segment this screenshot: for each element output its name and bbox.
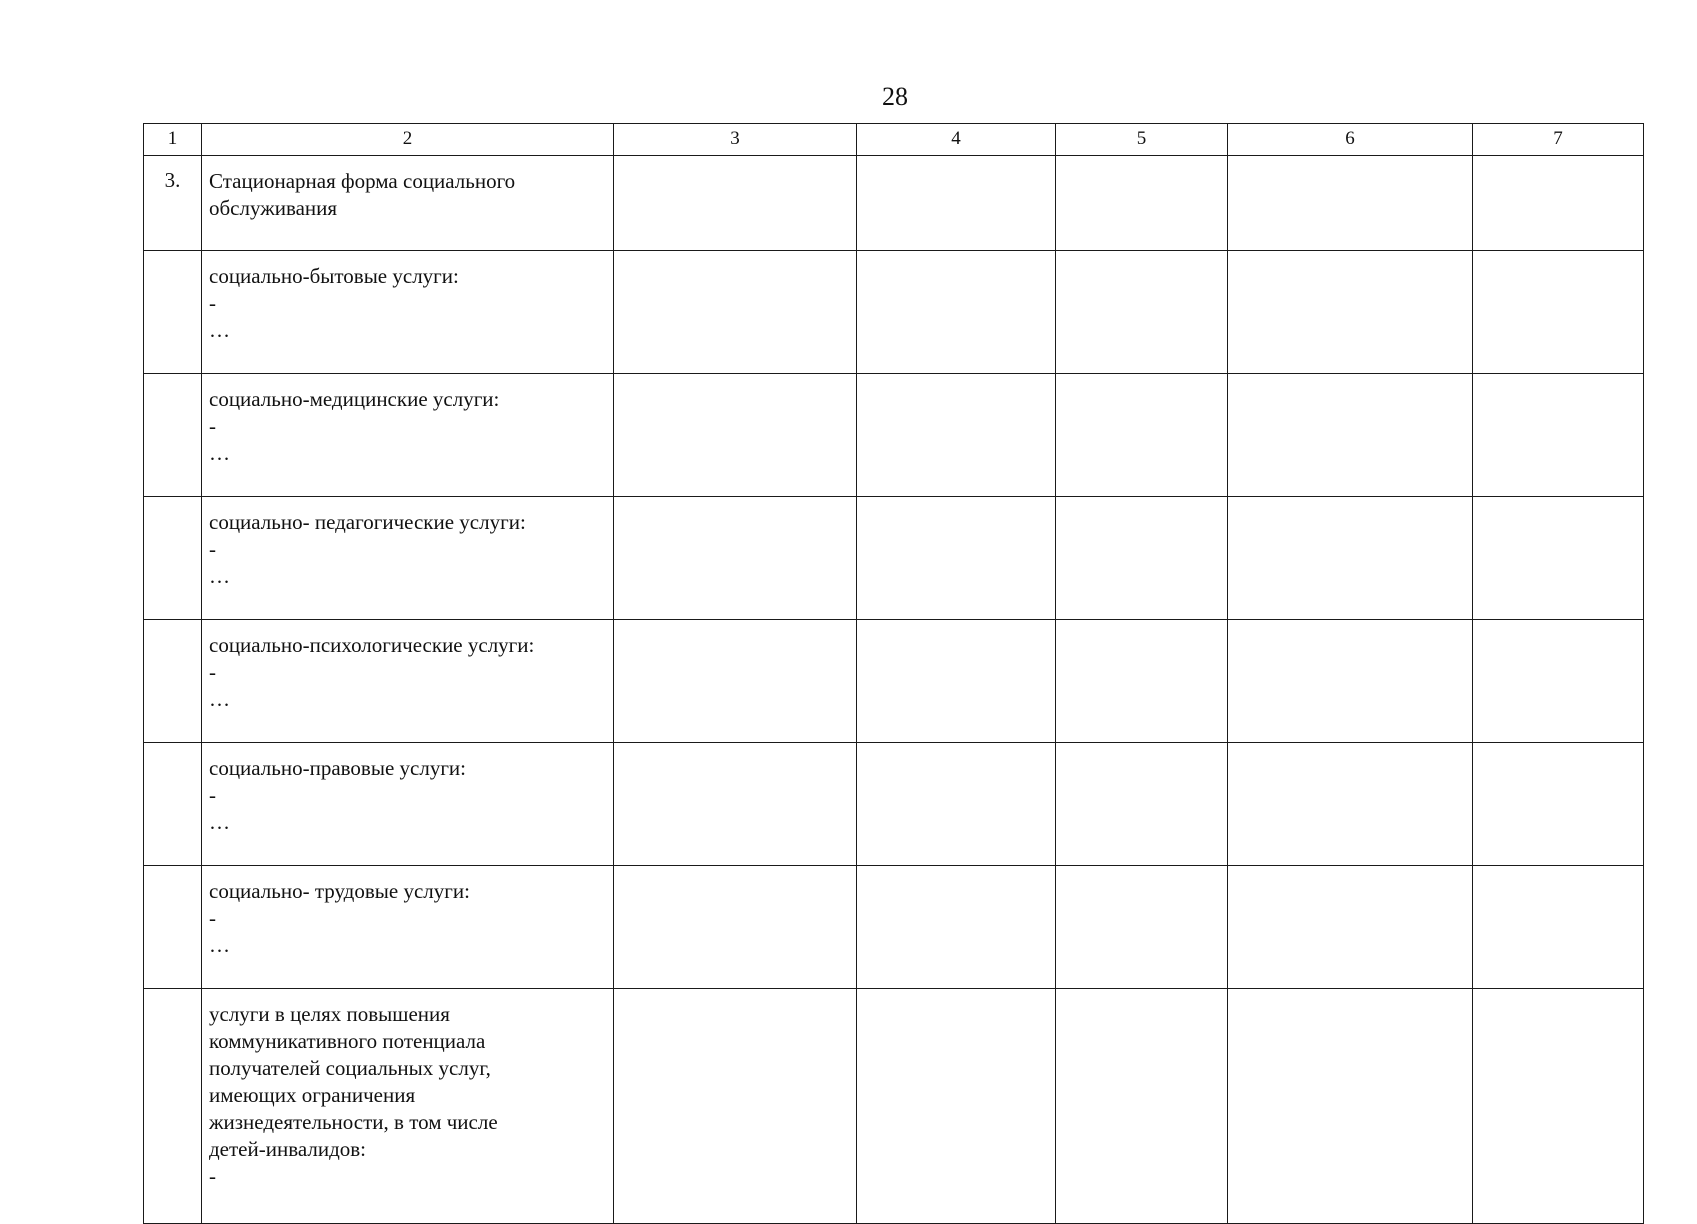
empty-cell — [1056, 374, 1228, 497]
service-item-dash: - — [209, 660, 216, 684]
empty-cell — [614, 251, 857, 374]
service-cell — [202, 497, 614, 620]
empty-cell — [1473, 989, 1644, 1224]
table-row-service — [144, 251, 1644, 374]
section-number: 3. — [144, 156, 202, 251]
empty-cell — [1056, 620, 1228, 743]
service-name: социально-психологические услуги: — [209, 633, 535, 657]
empty-cell — [1473, 251, 1644, 374]
empty-cell — [857, 620, 1056, 743]
column-header-2: 2 — [202, 124, 614, 156]
empty-cell — [614, 156, 857, 251]
empty-number-cell — [144, 374, 202, 497]
section-title-line: Стационарная форма социального — [209, 169, 516, 193]
column-header-1: 1 — [144, 124, 202, 156]
service-name-line: жизнедеятельности, в том числе — [209, 1110, 498, 1134]
service-cell — [202, 251, 614, 374]
column-header-7: 7 — [1473, 124, 1644, 156]
empty-cell — [857, 251, 1056, 374]
service-name-line: получателей социальных услуг, — [209, 1056, 491, 1080]
service-ellipsis: … — [209, 564, 230, 588]
empty-cell — [1228, 374, 1473, 497]
service-ellipsis: … — [209, 687, 230, 711]
empty-cell — [857, 497, 1056, 620]
service-ellipsis: … — [209, 933, 230, 957]
empty-cell — [1228, 251, 1473, 374]
empty-cell — [614, 497, 857, 620]
empty-cell — [1228, 497, 1473, 620]
empty-number-cell — [144, 743, 202, 866]
empty-cell — [1473, 497, 1644, 620]
table-row-service — [144, 374, 1644, 497]
service-name-line: детей-инвалидов: — [209, 1137, 367, 1161]
empty-cell — [857, 156, 1056, 251]
section-title-line: обслуживания — [209, 196, 338, 220]
empty-cell — [1473, 620, 1644, 743]
empty-cell — [1056, 866, 1228, 989]
service-name: социально- педагогические услуги: — [209, 510, 526, 534]
service-name-line: услуги в целях повышения — [209, 1002, 450, 1026]
empty-cell — [1228, 620, 1473, 743]
column-header-4: 4 — [857, 124, 1056, 156]
service-cell — [202, 989, 614, 1224]
empty-cell — [614, 620, 857, 743]
empty-cell — [1228, 989, 1473, 1224]
service-cell — [202, 374, 614, 497]
empty-cell — [1228, 866, 1473, 989]
column-number-row — [144, 124, 1644, 156]
service-name: социально-медицинские услуги: — [209, 387, 500, 411]
service-item-dash: - — [209, 291, 216, 315]
empty-number-cell — [144, 251, 202, 374]
table-row-service — [144, 989, 1644, 1224]
empty-number-cell — [144, 989, 202, 1224]
empty-cell — [614, 866, 857, 989]
service-ellipsis: … — [209, 318, 230, 342]
empty-cell — [1056, 156, 1228, 251]
empty-cell — [1473, 156, 1644, 251]
services-table — [143, 123, 1644, 1224]
service-item-dash: - — [209, 783, 216, 807]
service-name: социально-правовые услуги: — [209, 756, 467, 780]
table-row-service — [144, 866, 1644, 989]
service-cell — [202, 866, 614, 989]
table-row-service — [144, 620, 1644, 743]
service-item-dash: - — [209, 414, 216, 438]
column-header-3: 3 — [614, 124, 857, 156]
empty-cell — [857, 743, 1056, 866]
column-header-6: 6 — [1228, 124, 1473, 156]
empty-cell — [1473, 743, 1644, 866]
empty-cell — [614, 743, 857, 866]
empty-cell — [1056, 989, 1228, 1224]
empty-number-cell — [144, 866, 202, 989]
empty-cell — [1473, 866, 1644, 989]
empty-cell — [857, 989, 1056, 1224]
empty-cell — [1228, 156, 1473, 251]
service-name: социально- трудовые услуги: — [209, 879, 470, 903]
empty-cell — [1473, 374, 1644, 497]
service-name-line: коммуникативного потенциала — [209, 1029, 486, 1053]
column-header-5: 5 — [1056, 124, 1228, 156]
empty-cell — [1056, 251, 1228, 374]
service-item-dash: - — [209, 1164, 216, 1188]
empty-cell — [614, 374, 857, 497]
section-title — [202, 156, 614, 251]
empty-number-cell — [144, 620, 202, 743]
table-row-service — [144, 497, 1644, 620]
table-row-section-title — [144, 156, 1644, 251]
service-ellipsis: … — [209, 810, 230, 834]
service-item-dash: - — [209, 906, 216, 930]
service-cell — [202, 620, 614, 743]
empty-cell — [1056, 743, 1228, 866]
service-ellipsis: … — [209, 441, 230, 465]
empty-number-cell — [144, 497, 202, 620]
service-cell — [202, 743, 614, 866]
empty-cell — [1228, 743, 1473, 866]
service-name: социально-бытовые услуги: — [209, 264, 459, 288]
empty-cell — [857, 866, 1056, 989]
service-item-dash: - — [209, 537, 216, 561]
empty-cell — [1056, 497, 1228, 620]
empty-cell — [614, 989, 857, 1224]
empty-cell — [857, 374, 1056, 497]
service-name-line: имеющих ограничения — [209, 1083, 416, 1107]
page-number: 28 — [882, 82, 908, 111]
table-row-service — [144, 743, 1644, 866]
